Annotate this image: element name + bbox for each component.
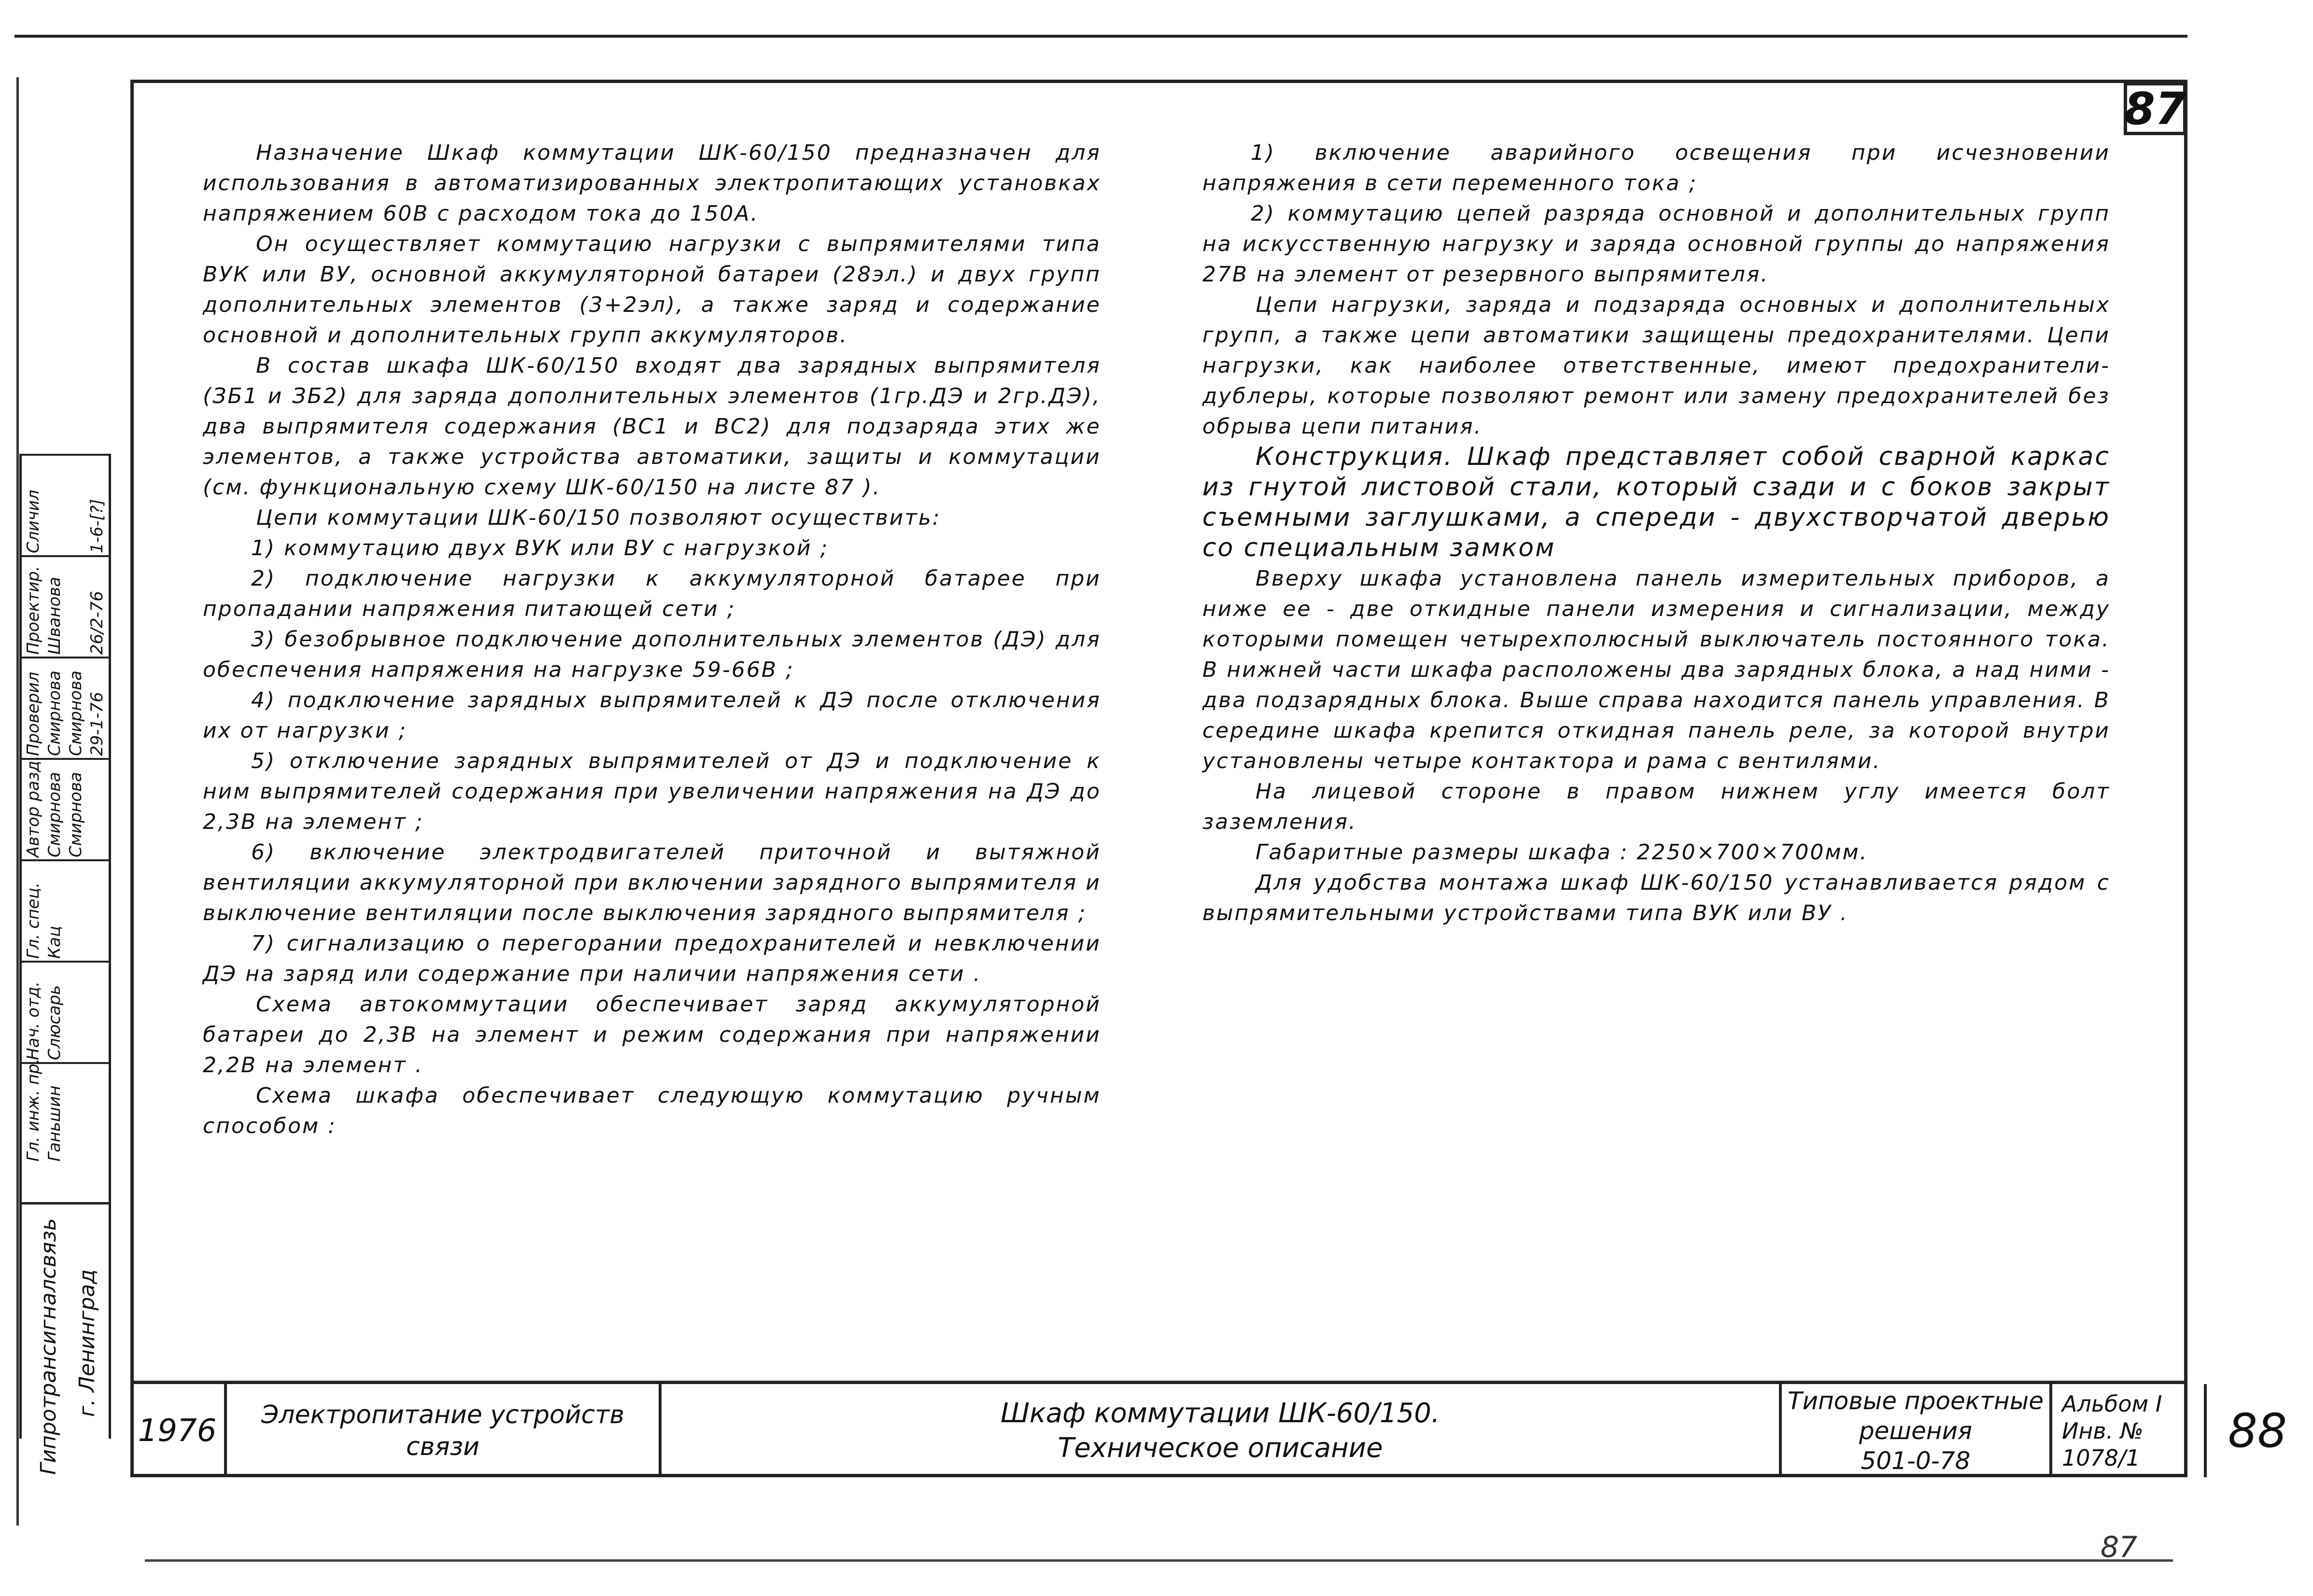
stamp-sign: Смирнова xyxy=(66,671,85,756)
organization-city: г. Ленинград xyxy=(75,1269,99,1417)
stamp-row xyxy=(22,657,109,758)
stamp-sign: Смирнова xyxy=(66,772,85,857)
series-line-1: Типовые проектные xyxy=(1788,1386,2044,1415)
stamp-name: Смирнова xyxy=(45,772,64,857)
title-block-year xyxy=(130,1384,227,1477)
right-text-column xyxy=(1202,138,2110,928)
left-paragraph: Схема шкафа обеспечивает следующую коммутацию ручным способом : xyxy=(203,1083,1101,1138)
left-paragraph: 7) сигнализацию о перегорании предохранителей и невключении ДЭ на заряд или содержание при наличии напряжения сети . xyxy=(203,931,1101,986)
left-text-column xyxy=(203,138,1101,1141)
stamp-row xyxy=(22,859,109,961)
right-paragraph: Цепи нагрузки, заряда и подзаряда основных и дополнительных групп, а также цепи автоматики защищены предохранителями. Цепи нагрузки, как наиболее ответственные, имеют предохранители-дублеры, которые позволяют ремонт или замену предохранителей без обрыва цепи питания. xyxy=(1202,293,2110,439)
album-line-2: Инв. № xyxy=(2062,1417,2144,1444)
footer-page-number: 87 xyxy=(2101,1530,2138,1564)
series-line-2: решения xyxy=(1859,1416,1973,1445)
right-paragraph: Вверху шкафа установлена панель измерительных приборов, а ниже ее - две откидные панели измерения и сигнализации, между которыми помещен четырехполюсный выключатель постоянного тока. В нижней части шкафа расположены два зарядных блока, а над ними - два подзарядных блока. Выше справа находится панель управления. В середине шкафа крепится откидная панель реле, за которой внутри установлены четыре контактора и рама с вентилями. xyxy=(1202,566,2110,773)
stamp-role: Нач. отд. xyxy=(24,981,43,1060)
stamp-date: 1-6-[?] xyxy=(87,499,107,553)
stamp-name: Ганьшин xyxy=(45,1085,64,1162)
stamp-date: 26/2-76 xyxy=(87,591,107,655)
left-paragraph: 5) отключение зарядных выпрямителей от ДЭ и подключение к ним выпрямителей содержания при увеличении напряжения на ДЭ до 2,3В на элемент ; xyxy=(203,749,1101,834)
bottom-border-line xyxy=(145,1559,2173,1562)
stamp-role: Автор разд. xyxy=(24,755,43,857)
left-paragraph: 1) коммутацию двух ВУК или ВУ с нагрузкой ; xyxy=(251,536,829,560)
right-paragraph: На лицевой стороне в правом нижнем углу имеется болт заземления. xyxy=(1202,779,2110,834)
left-border-line xyxy=(16,77,19,1526)
title-block-title xyxy=(662,1384,1782,1477)
stamp-role: Проверил xyxy=(24,672,43,756)
title-line-2: Техническое описание xyxy=(1058,1432,1383,1464)
stamp-role: Гл. спец. xyxy=(24,882,43,959)
stamp-date: 29-1-76 xyxy=(87,692,107,756)
right-paragraph: Для удобства монтажа шкаф ШК-60/150 устанавливается рядом с выпрямительными устройствами типа ВУК или ВУ . xyxy=(1202,870,2110,925)
title-block-album xyxy=(2052,1384,2207,1477)
right-paragraph: 1) включение аварийного освещения при исчезновении напряжения в сети переменного тока ; xyxy=(1202,140,2110,196)
stamp-name: Слюсарь xyxy=(45,985,64,1060)
year-text: 1976 xyxy=(138,1413,217,1449)
stamp-row xyxy=(22,755,109,859)
title-block xyxy=(130,1381,2287,1477)
right-paragraph: Конструкция. Шкаф представляет собой сварной каркас из гнутой листовой стали, который сзади и с боков закрыт съемными заглушками, а спереди - двухстворчатой дверью со специальным замком xyxy=(1202,442,2110,562)
organization-name: Гипротрансигналсвязь xyxy=(36,1218,61,1475)
stamp-name: Шванова xyxy=(45,576,64,655)
left-paragraph: 6) включение электродвигателей приточной и вытяжной вентиляции аккумуляторной при включении зарядного выпрямителя и выключение вентиляции после выключения зарядного выпрямителя ; xyxy=(203,840,1101,925)
stamp-role: Гл. инж. пр. xyxy=(24,1058,43,1162)
album-line-3: 1078/1 xyxy=(2062,1444,2140,1471)
left-paragraph: Он осуществляет коммутацию нагрузки с выпрямителями типа ВУК или ВУ, основной аккумуляторной батареи (28эл.) и двух групп дополнительных элементов (3+2эл), а также заряд и содержание основной и дополнительных групп аккумуляторов. xyxy=(203,232,1101,348)
stamp-row xyxy=(22,454,109,555)
stamp-role: Сличил xyxy=(24,490,43,553)
left-paragraph: В состав шкафа ШК-60/150 входят два зарядных выпрямителя (ЗБ1 и ЗБ2) для заряда дополнительных элементов (1гр.ДЭ и 2гр.ДЭ), два выпрямителя содержания (ВС1 и ВС2) для подзаряда этих же элементов, а также устройства автоматики, защиты и коммутации (см. функциональную схему ШК-60/150 на листе 87 ). xyxy=(203,353,1101,500)
sheet-number-box: 87 xyxy=(2124,83,2186,135)
stamp-row xyxy=(22,961,109,1062)
left-paragraph: 3) безобрывное подключение дополнительных элементов (ДЭ) для обеспечения напряжения на нагрузке 59-66В ; xyxy=(203,627,1101,682)
organization-block xyxy=(22,1202,109,1489)
right-paragraph: Габаритные размеры шкафа : 2250×700×700мм. xyxy=(1255,840,1868,865)
stamp-name: Смирнова xyxy=(45,671,64,756)
series-code: 501-0-78 xyxy=(1861,1446,1971,1475)
left-paragraph: Цепи коммутации ШК-60/150 позволяют осуществить: xyxy=(256,505,941,530)
stamp-row xyxy=(22,1058,109,1163)
sheet-number-text: 88 xyxy=(2228,1403,2287,1458)
left-paragraph: 2) подключение нагрузки к аккумуляторной батарее при пропадании напряжения питающей сети ; xyxy=(203,566,1101,621)
top-border-line xyxy=(14,35,2187,38)
title-block-sheet-number xyxy=(2202,1384,2313,1477)
album-line-1: Альбом I xyxy=(2062,1390,2162,1417)
approval-stamp-table xyxy=(22,454,109,1188)
stamp-name: Кац xyxy=(45,925,64,959)
right-paragraph: 2) коммутацию цепей разряда основной и дополнительных групп на искусственную нагрузку и заряда основной группы до напряжения 27В на элемент от резервного выпрямителя. xyxy=(1202,201,2110,287)
left-paragraph: Назначение Шкаф коммутации ШК-60/150 предназначен для использования в автоматизированных электропитающих установках напряжением 60В с расходом тока до 150А. xyxy=(203,140,1101,226)
section-line-2: связи xyxy=(406,1432,480,1461)
stamp-row xyxy=(22,555,109,657)
title-line-1: Шкаф коммутации ШК-60/150. xyxy=(1001,1397,1440,1429)
title-block-series xyxy=(1782,1384,2052,1477)
left-paragraph: 4) подключение зарядных выпрямителей к ДЭ после отключения их от нагрузки ; xyxy=(203,688,1101,743)
left-paragraph: Схема автокоммутации обеспечивает заряд аккумуляторной батареи до 2,3В на элемент и режим содержания при напряжении 2,2В на элемент . xyxy=(203,992,1101,1078)
stamp-role: Проектир. xyxy=(24,566,43,655)
section-line-1: Электропитание устройств xyxy=(261,1400,625,1429)
title-block-section xyxy=(227,1384,662,1477)
